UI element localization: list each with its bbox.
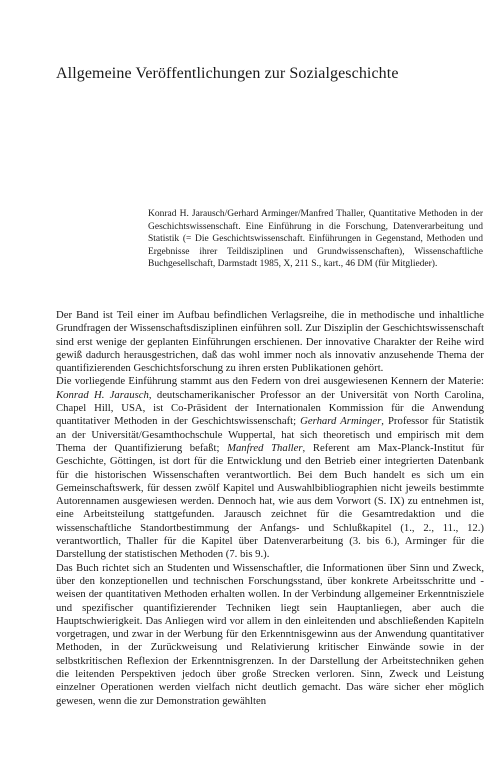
paragraph-authors-text: , deutschamerikanischer Professor an der Universität von North Carolina, Chapel Hill, USA, ist Co-Präsident der Internationalen Kommission für die Anwendung quantitativer Methoden in der Geschichtswissenschaft; — [56, 388, 484, 428]
paragraph-authors-text: Die vorliegende Einführung stammt aus den Federn von drei ausgewiesenen Kennern der Materie: — [56, 375, 484, 388]
section-title: Allgemeine Veröffentlichungen zur Sozialgeschichte — [56, 65, 399, 82]
bibliographic-entry — [148, 208, 483, 271]
paragraph-series-context: Der Band ist Teil einer im Aufbau befindlichen Verlagsreihe, die in methodische und inhaltliche Grundfragen der Wissenschaftsdisziplinen einführen soll. Zur Disziplin der Geschichtswissenschaft sind erst wenige der geplanten Einführungen erschienen. Der innovative Charakter der Reihe wird gewiß dadurch herausgestrichen, daß das wohl immer noch als innovativ anzusehende Thema der quantifizierenden Geschichtsforschung zu ihren ersten Publikationen gehört. — [56, 309, 484, 375]
paragraph-authors-text: , Professor für Statistik an der Universität/Gesamthochschule Wuppertal, hat sich theoretisch und empirisch mit dem Thema der Quantifizierung befaßt; — [56, 415, 484, 454]
paragraph-authors-text: , Referent am Max-Planck-Institut für Geschichte, Göttingen, ist dort für die Entwicklung und den Betrieb einer integrierten Datenbank für die historischen Wissenschaften verantwortlich. Bei dem Buch handelt es sich um ein Gemeinschaftswerk, für dessen zwölf Kapitel und Auswahlbibliographien nicht jeweils bestimmte Autorennamen ausgewiesen werden. Dennoch hat, wie aus dem Vorwort (S. IX) zu entnehmen ist, eine Arbeitsteilung stattgefunden. Jarausch zeichnet für die Gesamtredaktion und die wissenschaftliche Standortbestimmung der Anfangs- und Schlußkapitel (1., 2., 11., 12.) verantwortlich, Thaller für die Kapitel über Datenverarbeitung (3. bis 6.), Arminger für die Darstellung der statistischen Methoden (7. bis 9.). — [56, 441, 485, 561]
author-name-jarausch: Konrad H. Jarausch — [56, 388, 149, 401]
book-citation: Konrad H. Jarausch/Gerhard Arminger/Manfred Thaller, Quantitative Methoden in der Geschichtswissenschaft. Eine Einführung in die Forschung, Datenverarbeitung und Statistik (= Die Geschichtswissenschaft. Einführungen in Gegenstand, Methoden und Ergebnisse ihrer Teildisziplinen und Grundwissenschaften), Wissenschaftliche Buchgesellschaft, Darmstadt 1985, X, 211 S., kart., 46 DM (für Mitglieder). — [148, 209, 483, 269]
paragraph-authors — [56, 375, 484, 561]
author-name-thaller: Manfred Thaller — [227, 441, 303, 454]
paragraph-audience: Das Buch richtet sich an Studenten und Wissenschaftler, die Informationen über Sinn und Zweck, über den konzeptionellen und technischen Forschungsstand, über konkrete Arbeitsschritte und -weisen der quantitativen Methoden erhalten wollen. In der Verbindung allgemeiner Erkenntnisziele und spezifischer quantifizierender Techniken liegt sein Hauptanliegen, aber auch die Hauptschwierigkeit. Das Anliegen wird vor allem in den einleitenden und abschließenden Kapiteln vorgetragen, und zwar in der Werbung für den Erkenntnisgewinn aus der Anwendung quantitativer Methoden, in der Zurückweisung und Relativierung kritischer Einwände sowie in der selbstkritischen Reflexion der Erkenntnisgrenzen. In der Darstellung der Arbeitstechniken gehen die leitenden Perspektiven jedoch über große Strecken verloren. Sinn, Zweck und Leistung einzelner Operationen werden vielfach nicht deutlich gemacht. Das wäre sicher eher möglich gewesen, wenn die zur Demonstration gewählten — [56, 561, 484, 707]
review-body — [56, 309, 484, 708]
author-name-arminger: Gerhard Arminger — [300, 415, 382, 428]
